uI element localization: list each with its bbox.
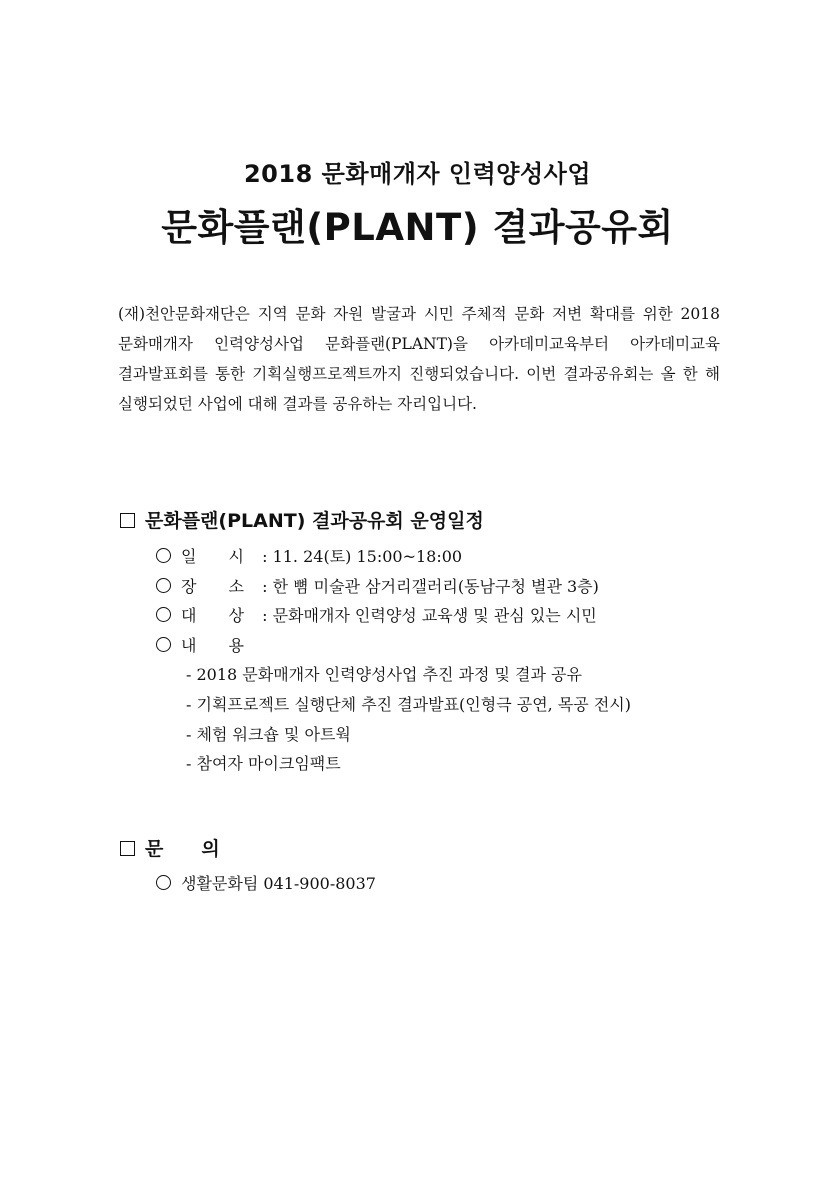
schedule-label: 일 시	[181, 547, 244, 566]
circle-bullet-icon	[156, 578, 171, 593]
schedule-section-heading	[120, 507, 484, 535]
schedule-label: 내 용	[181, 635, 244, 655]
schedule-value: 문화매개자 인력양성 교육생 및 관심 있는 시민	[272, 606, 597, 626]
square-bullet-icon	[120, 841, 135, 856]
schedule-separator: :	[257, 576, 273, 596]
content-list-item: - 참여자 마이크임팩트	[186, 754, 341, 774]
schedule-item-target	[156, 601, 631, 631]
document-subtitle: 2018 문화매개자 인력양성사업	[243, 160, 592, 188]
content-list-item: - 기획프로젝트 실행단체 추진 결과발표(인형극 공연, 목공 전시)	[186, 694, 631, 714]
document-title: 문화플랜(PLANT) 결과공유회	[161, 206, 674, 249]
content-list-item: - 2018 문화매개자 인력양성사업 추진 과정 및 결과 공유	[186, 665, 582, 685]
schedule-item-time	[156, 542, 631, 572]
schedule-label: 대 상	[181, 606, 244, 626]
inquiry-section-heading	[120, 835, 220, 863]
inquiry-contact	[156, 869, 376, 899]
schedule-value: 한 뼘 미술관 삼거리갤러리(동남구청 별관 3층)	[272, 576, 599, 596]
intro-paragraph: (재)천안문화재단은 지역 문화 자원 발굴과 시민 주체적 문화 저변 확대를 위한 2018 문화매개자 인력양성사업 문화플랜(PLANT)을 아카데미교육부터 아카데미교육 결과발표회를 통한 기획실행프로젝트까지 진행되었습니다. 이번 결과공유회는 올 한 해 실행되었던 사업에 대해 결과를 공유하는 자리입니다.	[118, 305, 720, 413]
contact-text: 생활문화팀 041-900-8037	[181, 874, 376, 893]
circle-bullet-icon	[156, 637, 171, 652]
content-list-item: - 체험 워크숍 및 아트웍	[186, 724, 351, 744]
schedule-item-place	[156, 572, 631, 602]
schedule-list	[156, 542, 631, 779]
inquiry-heading-text: 문 의	[145, 838, 220, 860]
circle-bullet-icon	[156, 607, 171, 622]
schedule-item-content	[156, 631, 631, 661]
schedule-separator: :	[257, 606, 273, 626]
schedule-heading-text: 문화플랜(PLANT) 결과공유회 운영일정	[145, 510, 484, 532]
schedule-label: 장 소	[181, 576, 244, 596]
circle-bullet-icon	[156, 548, 171, 563]
circle-bullet-icon	[156, 875, 171, 890]
schedule-separator: :	[257, 547, 273, 566]
schedule-value: 11. 24(토) 15:00~18:00	[272, 547, 463, 566]
square-bullet-icon	[120, 513, 135, 528]
